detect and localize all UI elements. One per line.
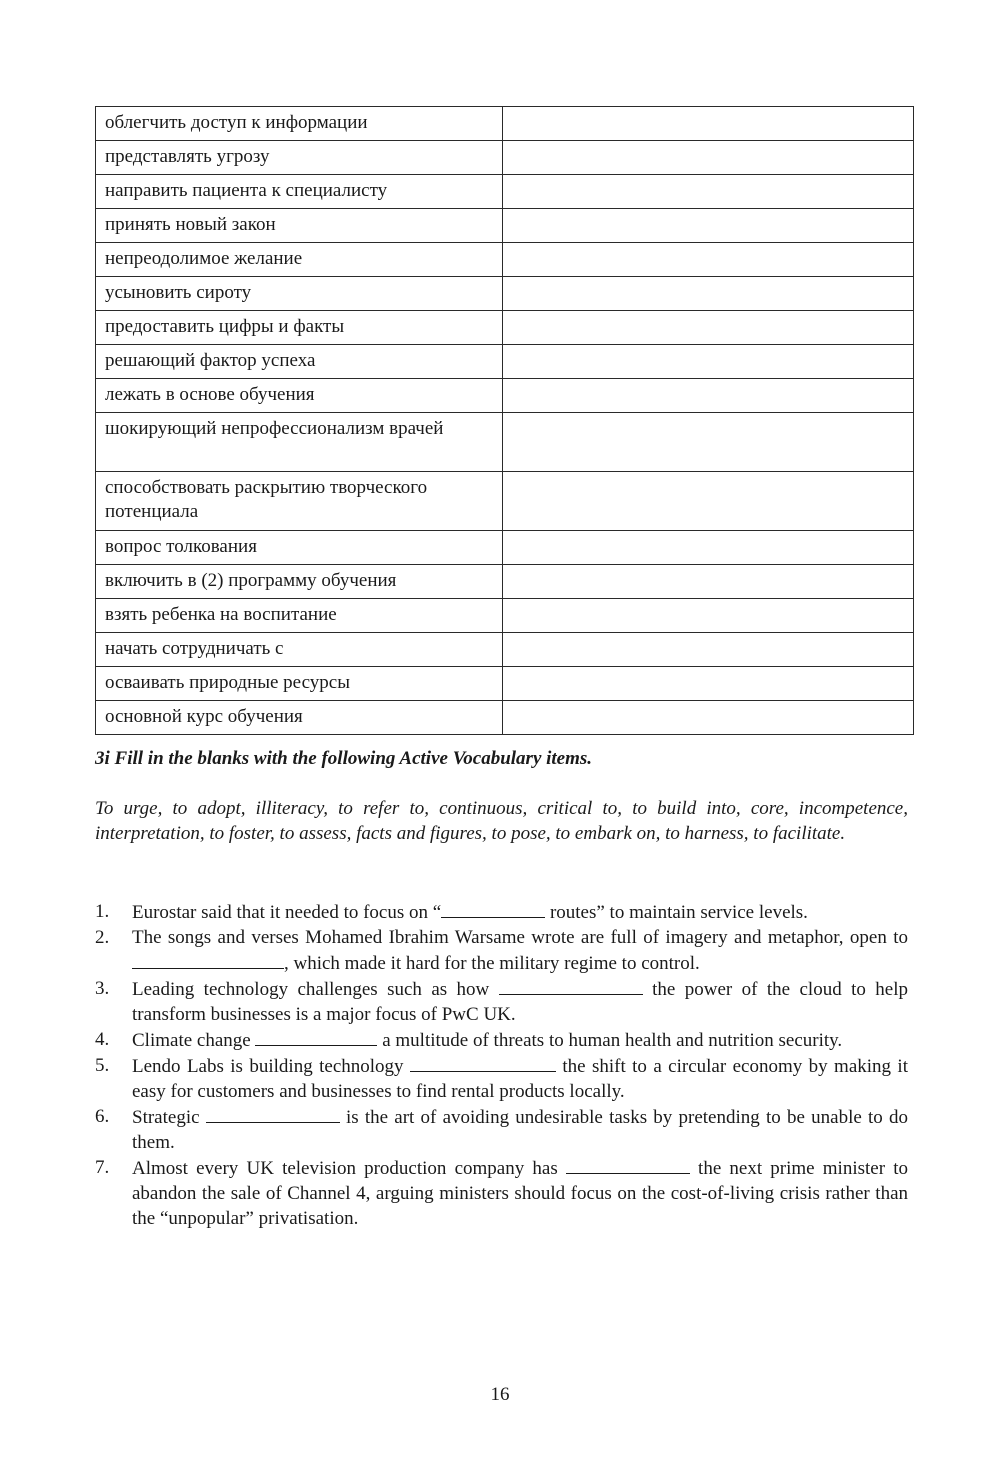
- table-row: [96, 311, 914, 345]
- russian-phrase-cell: предоставить цифры и факты: [96, 311, 503, 345]
- fill-in-blank[interactable]: [499, 976, 643, 995]
- russian-phrase-cell: взять ребенка на воспитание: [96, 599, 503, 633]
- exercise-heading: 3i Fill in the blanks with the following Active Vocabulary items.: [95, 748, 593, 769]
- russian-phrase-cell: принять новый закон: [96, 209, 503, 243]
- russian-phrase-cell: направить пациента к специалисту: [96, 175, 503, 209]
- table-row: [96, 107, 914, 141]
- russian-phrase-cell: усыновить сироту: [96, 277, 503, 311]
- exercise-text-after-blank: the next prime minister to abandon the sale of Channel 4, arguing ministers should focus on the cost-of-living crisis rather than the “unpopular” privatisation.: [132, 1158, 908, 1229]
- translation-answer-cell[interactable]: [503, 311, 914, 345]
- exercise-text-before-blank: Eurostar said that it needed to focus on “: [132, 902, 442, 923]
- exercise-text-before-blank: Almost every UK television production company has: [132, 1158, 566, 1179]
- russian-phrase-cell: облегчить доступ к информации: [96, 107, 503, 141]
- table-row: [96, 565, 914, 599]
- russian-phrase-cell: шокирующий непрофессионализм врачей: [96, 413, 503, 472]
- exercise-list: [95, 899, 908, 1231]
- translation-answer-cell[interactable]: [503, 413, 914, 472]
- table-row: [96, 413, 914, 472]
- exercise-text-before-blank: Climate change: [132, 1030, 256, 1051]
- exercise-text-after-blank: the shift to a circular economy by making it easy for customers and businesses to find rental products locally.: [132, 1056, 908, 1102]
- translation-answer-cell[interactable]: [503, 243, 914, 277]
- exercise-text-after-blank: routes” to maintain service levels.: [545, 902, 808, 923]
- exercise-item: [95, 1155, 908, 1231]
- exercise-item: [95, 899, 908, 925]
- translation-answer-cell[interactable]: [503, 472, 914, 531]
- exercise-text-before-blank: Lendo Labs is building technology: [132, 1056, 410, 1077]
- translation-answer-cell[interactable]: [503, 141, 914, 175]
- exercise-item-number: 7.: [95, 1157, 110, 1178]
- russian-phrase-cell: основной курс обучения: [96, 701, 503, 735]
- translation-answer-cell[interactable]: [503, 565, 914, 599]
- fill-in-blank[interactable]: [206, 1104, 340, 1123]
- russian-phrase-cell: начать сотрудничать с: [96, 633, 503, 667]
- russian-phrase-cell: осваивать природные ресурсы: [96, 667, 503, 701]
- table-row: [96, 472, 914, 531]
- vocabulary-table: [95, 106, 914, 735]
- fill-in-blank[interactable]: [566, 1155, 690, 1174]
- exercise-item: [95, 976, 908, 1027]
- table-row: [96, 243, 914, 277]
- table-row: [96, 667, 914, 701]
- exercise-item: [95, 925, 908, 976]
- exercise-item: [95, 1104, 908, 1155]
- exercise-item-number: 4.: [95, 1029, 110, 1050]
- table-row: [96, 633, 914, 667]
- exercise-text-before-blank: Strategic: [132, 1107, 206, 1128]
- exercise-item-number: 2.: [95, 927, 110, 948]
- translation-answer-cell[interactable]: [503, 531, 914, 565]
- exercise-text-before-blank: Leading technology challenges such as how: [132, 979, 499, 1000]
- russian-phrase-cell: способствовать раскрытию творческого потенциала: [96, 472, 503, 531]
- translation-answer-cell[interactable]: [503, 209, 914, 243]
- table-row: [96, 175, 914, 209]
- russian-phrase-cell: лежать в основе обучения: [96, 379, 503, 413]
- exercise-item-number: 5.: [95, 1055, 110, 1076]
- fill-in-blank[interactable]: [410, 1053, 556, 1072]
- translation-answer-cell[interactable]: [503, 277, 914, 311]
- translation-answer-cell[interactable]: [503, 599, 914, 633]
- table-row: [96, 379, 914, 413]
- exercise-text-after-blank: a multitude of threats to human health and nutrition security.: [377, 1030, 843, 1051]
- russian-phrase-cell: включить в (2) программу обучения: [96, 565, 503, 599]
- table-row: [96, 599, 914, 633]
- fill-in-blank[interactable]: [441, 899, 545, 918]
- translation-answer-cell[interactable]: [503, 701, 914, 735]
- table-row: [96, 209, 914, 243]
- translation-answer-cell[interactable]: [503, 345, 914, 379]
- vocabulary-word-list: To urge, to adopt, illiteracy, to refer to, continuous, critical to, to build into, core, incompetence, interpretation, to foster, to assess, facts and figures, to pose, to embark on, to harness, to facilitate.: [95, 798, 908, 844]
- exercise-item-number: 3.: [95, 978, 110, 999]
- russian-phrase-cell: вопрос толкования: [96, 531, 503, 565]
- translation-answer-cell[interactable]: [503, 175, 914, 209]
- table-row: [96, 345, 914, 379]
- translation-answer-cell[interactable]: [503, 107, 914, 141]
- russian-phrase-cell: непреодолимое желание: [96, 243, 503, 277]
- vocabulary-table-body: [96, 107, 914, 735]
- page-number: 16: [490, 1384, 510, 1405]
- exercise-item-number: 1.: [95, 901, 110, 922]
- translation-answer-cell[interactable]: [503, 379, 914, 413]
- fill-in-blank[interactable]: [132, 950, 284, 969]
- translation-answer-cell[interactable]: [503, 633, 914, 667]
- fill-in-blank[interactable]: [255, 1027, 377, 1046]
- exercise-item: [95, 1053, 908, 1104]
- exercise-text-after-blank: is the art of avoiding undesirable tasks by pretending to be unable to do them.: [132, 1107, 908, 1153]
- exercise-item-number: 6.: [95, 1106, 110, 1127]
- exercise-text-before-blank: The songs and verses Mohamed Ibrahim Warsame wrote are full of imagery and metaphor, open to: [132, 927, 908, 948]
- exercise-text-after-blank: , which made it hard for the military regime to control.: [284, 953, 700, 974]
- table-row: [96, 531, 914, 565]
- russian-phrase-cell: решающий фактор успеха: [96, 345, 503, 379]
- table-row: [96, 277, 914, 311]
- exercise-item: [95, 1027, 908, 1053]
- table-row: [96, 701, 914, 735]
- russian-phrase-cell: представлять угрозу: [96, 141, 503, 175]
- exercise-text-after-blank: the power of the cloud to help transform businesses is a major focus of PwC UK.: [132, 979, 909, 1025]
- table-row: [96, 141, 914, 175]
- translation-answer-cell[interactable]: [503, 667, 914, 701]
